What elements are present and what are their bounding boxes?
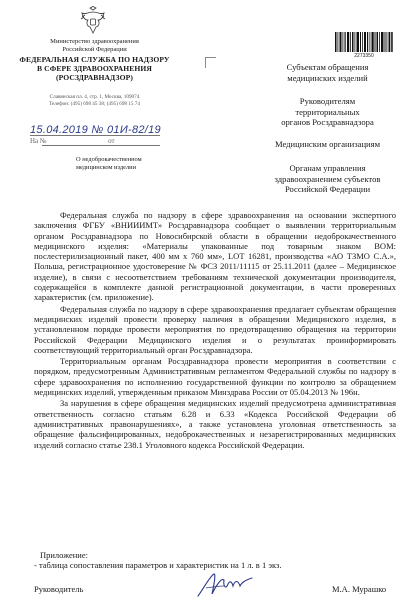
addressee-medical-organizations: Медицинским организациям [274,139,381,149]
addressee-subjects: Субъектам обращения медицинских изделий [286,62,369,83]
coat-of-arms-icon [79,6,107,36]
reference-underline [42,145,160,146]
addressee-health-authorities: Органам управления здравоохранением субъектов Российской Федерации [274,163,381,194]
paragraph-liability: За нарушения в сфере обращения медицинских изделий предусмотрена административная ответственность согласно статьям 6.28 и 6.33 «Кодекса Российской Федерации об административных правонарушениях», а также установлена уголовная ответственность за обращение фальсифицированных, недоброкачественных и незарегистрированных медицинских изделий согласно статье 238.1 Уголовного кодекса Российской Федерации. [34,398,396,450]
barcode-icon [335,32,393,52]
attachment-item: - таблица сопоставления параметров и характеристик на 1 л. в 1 экз. [34,560,282,571]
paragraph-territorial-bodies: Территориальным органам Росздравнадзора провести мероприятия в соответствии с порядком, предусмотренным Административным регламентом Федеральной службы по надзору в сфере здравоохранения по исполнению государственной функции по контролю за обращением медицинских изделий, утвержденным приказом Минздрава России от 05.04.2013 № 196н. [34,356,396,398]
ministry-name: Министерство здравоохранения Российской Федерации [50,38,139,53]
address-corner-mark [205,57,216,68]
signature-icon [190,568,260,600]
addressee-territorial-heads: Руководителям территориальных органов Росздравнадзора [281,96,374,127]
letter-body [34,210,396,451]
paragraph-proposal: Федеральная служба по надзору в сфере здравоохранения предлагает субъектам обращения медицинских изделий провести проверку наличия в обращении Медицинского изделия, в установленном порядке провести мероприятия по предотвращению обращения на территории Российской Федерации Медицинского изделия и о результатах проинформировать соответствующий территориальный орган Росздравнадзора. [34,303,396,355]
registration-underline [30,135,160,136]
attachment-title: Приложение: [40,550,88,560]
reference-number-line: На № от [30,137,115,145]
letter-subject: О недоброкачественном медицинском изделии [76,156,142,171]
service-address: Славянская пл. 4, стр. 1, Москва, 109074 Телефон: (495) 698 45 38; (495) 698 15 74 [48,94,140,107]
barcode-number: 2273350 [354,53,374,59]
signer-name: М.А. Мурашко [332,584,387,594]
service-name: ФЕДЕРАЛЬНАЯ СЛУЖБА ПО НАДЗОРУ В СФЕРЕ ЗДРАВООХРАНЕНИЯ (РОСЗДРАВНАДЗОР) [19,55,170,82]
signer-position: Руководитель [34,584,84,594]
paragraph-notification: Федеральная служба по надзору в сфере здравоохранения на основании экспертного заключения ФГБУ «ВНИИИМТ» Росздравнадзора сообщает о выявлении территориальным органом Росздравнадзора по Новосибирской области в обращении недоброкачественного медицинского изделия: «Материалы упакованные под товарным знаком ВОМ: послестерилизационный пакет, 400 мм х 760 мм», LOT 16281, производства «АО ТЗМО С.А.», Польша, регистрационное удостоверение № ФСЗ 2011/11115 от 25.11.2011 (далее – Медицинское изделие), в связи с несоответствием требованиям технической документации производителя, содержащейся в комплекте данной регистрационной документации, в части проверенных характеристик (см. приложение). [34,210,396,303]
registration-number: 15.04.2019 № 01И-82/19 [30,124,161,136]
